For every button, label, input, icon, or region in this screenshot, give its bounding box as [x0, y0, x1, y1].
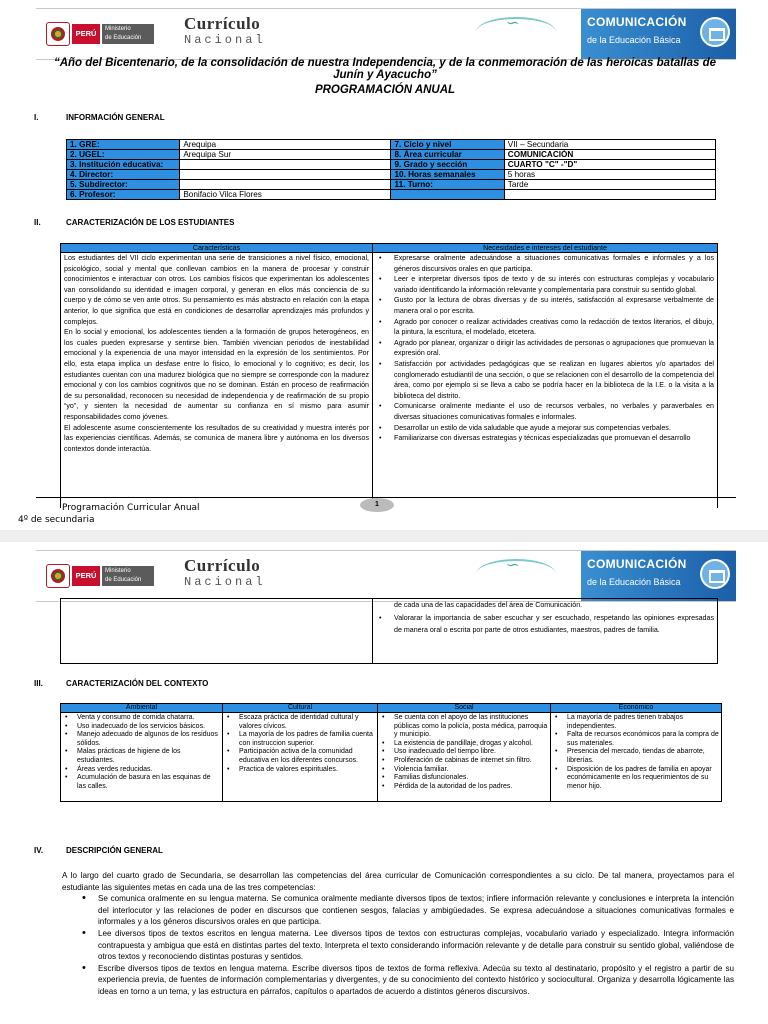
characteristics-paragraph: Los estudiantes del VII ciclo experimentan una serie de transiciones a nivel físico, emocional, psicológico, social y mental que conllevan cambios en la manera de procesar y construir conocimientos e interactuar con otros. Los cambios físicos que experimentan los adolescentes van consolidando su identidad e imagen corporal, y generan en ellos más conciencia de su cuerpo y de cómo se ven ante otros. Su pensamiento es más abstracto en relación con la etapa anterior, lo que significa que está en condiciones de desarrollar aprendizajes más profundos y complejos. [64, 254, 369, 326]
needs-item: • Agrado por planear, organizar o dirigir las actividades de personas o agrupaciones que promuevan la expresión oral. [376, 338, 714, 359]
footer-divider [36, 497, 736, 498]
program-title: PROGRAMACIÓN ANUAL [314, 84, 456, 96]
needs-item: • Comunicarse oralmente mediante el uso de recursos verbales, no verbales y paraverbales en diversas situaciones comunicativas formales e informales. [376, 401, 714, 422]
section-heading-3: III. CARACTERIZACIÓN DEL CONTEXTO [34, 679, 209, 688]
info-value: VII – Secundaria [504, 140, 715, 150]
column-header-characteristics: Características [61, 244, 373, 253]
context-item: • Venta y consumo de comida chatarra. [63, 714, 220, 723]
needs-item: • Familiarizarse con diversas estrategias y técnicas especializadas que promuevan el desarrollo [376, 433, 714, 444]
coat-of-arms-icon [46, 22, 70, 46]
info-label: 8. Área curricular [391, 150, 504, 160]
ministry-logo [46, 21, 154, 47]
context-item: • La mayoría de padres tienen trabajos independientes. [553, 714, 719, 731]
header-banner [36, 550, 736, 602]
info-value: COMUNICACIÓN [504, 150, 715, 160]
context-item: • Manejo adecuado de algunos de los residuos sólidos. [63, 731, 220, 748]
context-item: • Participación activa de la comunidad educativa en los diferentes concursos. [225, 748, 375, 765]
needs-item: • Satisfacción por actividades pedagógicas que se realizan en lugares abiertos y/o apartados del conglomerado estudiantil de una sección, o que se relacionen con el desarrollo de la competencia del área, como por ejemplo si se lleva a cabo se podría hacer en la biblioteca de la I.E. o la visita a la biblioteca del distrito. [376, 359, 714, 401]
column-header-ambiental: Ambiental [61, 704, 223, 713]
footer-title: Programación Curricular Anual [62, 503, 200, 513]
ministry-label: Ministerio de Educación [102, 566, 154, 586]
characteristics-cell [61, 599, 373, 664]
competency-item: • Se comunica oralmente en su lengua materna. Se comunica oralmente mediante diversos tipos de textos; infiere información relevante y conclusiones e interpreta la intención del interlocutor y las relaciones de poder en discursos que contienen sesgos, falacias y ambigüedades. Se expresa adecuándose a situaciones comunicativas formales e informales y a los géneros discursivos orales en que participa. [82, 893, 734, 928]
competency-item: • Lee diversos tipos de textos escritos en lengua materna. Lee diversos tipos de textos con estructuras complejas, vocabulario variado y especializado. Integra información contrapuesta y ambigua que está en distintas partes del texto. Interpreta el texto considerando información relevante y de detalle para construir su sentido global, valiéndose de otros textos y reconociendo distintas posturas y sentidos. [82, 928, 734, 963]
peru-label: PERÚ [72, 24, 100, 44]
characteristics-paragraph: El adolescente asume conscientemente los resultados de su creatividad y muestra interés por las experiencias científicas. Además, se comunica de manera libre y autónoma en los diversos contextos donde interactúa. [64, 423, 369, 453]
characteristics-cell [61, 253, 373, 508]
info-label: 2. UGEL: [67, 150, 180, 160]
info-label: 3. Institución educativa: [67, 160, 180, 170]
students-table [60, 243, 718, 508]
header-banner [36, 8, 736, 60]
info-value: Tarde [504, 180, 715, 190]
info-value [180, 180, 391, 190]
column-header-needs: Necesidades e intereses del estudiante [373, 244, 718, 253]
coat-of-arms-icon [46, 564, 70, 588]
needs-item: • Agrado por conocer o realizar actividades creativas como la redacción de textos literarios, el dibujo, la pintura, la escritura, el modelado, etcetera. [376, 317, 714, 338]
needs-cell [373, 253, 718, 508]
info-label: 7. Ciclo y nivel [391, 140, 504, 150]
general-info-table [66, 139, 716, 200]
swirl-icon: ∽ [506, 557, 520, 574]
context-item: • Practica de valores espirituales. [225, 766, 375, 775]
context-item: • Escaza práctica de identidad cultural y valores cívicos. [225, 714, 375, 731]
context-item: • La existencia de pandillaje, drogas y alcohol. [380, 740, 548, 749]
peru-label: PERÚ [72, 566, 100, 586]
info-label: 10. Horas semanales [391, 170, 504, 180]
context-item: • La mayoría de los padres de familia cuenta con instruccion superior. [225, 731, 375, 748]
general-info-row [67, 150, 716, 160]
general-info-row [67, 140, 716, 150]
info-label: 11. Turno: [391, 180, 504, 190]
curriculo-subtitle: Nacional [184, 33, 266, 47]
context-item: • Acumulación de basura en las esquinas de las calles. [63, 774, 220, 791]
context-item: • Uso inadecuado de los servicios básicos. [63, 723, 220, 732]
curriculo-title: Currículo [184, 14, 261, 33]
context-item: • Proliferación de cabinas de internet sin filtro. [380, 757, 548, 766]
info-label [391, 190, 504, 200]
page-separator [0, 530, 768, 542]
info-value: CUARTO "C" -"D" [504, 160, 715, 170]
curriculo-subtitle: Nacional [184, 575, 266, 589]
book-icon [700, 559, 730, 589]
info-value: Arequipa [180, 140, 391, 150]
column-header-economico: Económico [551, 704, 722, 713]
needs-item-continued: de cada una de las capacidades del área de Comunicación. [394, 601, 583, 609]
info-label: 6. Profesor: [67, 190, 180, 200]
info-label: 5. Subdirector: [67, 180, 180, 190]
needs-item: • Desarrollar un estilo de vida saludable que ayude a mejorar sus competencias verbales. [376, 423, 714, 434]
economico-cell [551, 713, 722, 802]
ministry-label: Ministerio de Educación [102, 24, 154, 44]
context-table [60, 703, 722, 802]
column-header-social: Social [378, 704, 551, 713]
footer-grade: 4º de secundaria [18, 515, 95, 525]
column-header-cultural: Cultural [223, 704, 378, 713]
characteristics-paragraph: En lo social y emocional, los adolescentes tienden a la formación de grupos heterogéneos, en los cuales pueden expresarse y sentirse bien. También vivencian periodos de inestabilidad emocional y la experiencia de una mayor intensidad en la expresión de los sentimientos. Por ello, esta etapa implica un desfase entre lo físico, lo emocional y lo cognitivo; es decir, los estudiantes cuentan con una madurez biológica que no siempre se corresponde con la madurez emocional y con los cambios cognitivos que no se dominan. Están en proceso de reafirmación de su personalidad, reconocen su necesidad de independencia y de reafirmación de su propio “yo”, y sienten la necesidad de aumentar su confianza en sí mismo para asumir responsabilidades como jóvenes. [64, 328, 369, 421]
students-table-continued [60, 598, 718, 664]
info-value [180, 160, 391, 170]
context-item: • Falta de recursos económicos para la compra de sus materiales. [553, 731, 719, 748]
general-info-row [67, 170, 716, 180]
info-value: 5 horas [504, 170, 715, 180]
curriculo-title: Currículo [184, 556, 261, 575]
context-item: • Familias disfuncionales. [380, 774, 548, 783]
competency-item: • Escribe diversos tipos de textos en lengua materna. Escribe diversos tipos de textos de forma reflexiva. Adecúa su texto al destinatario, propósito y el registro a partir de su experiencia previa, de fuentes de información complementarias y divergentes, y de su conocimiento del contexto histórico y sociocultural. Organiza y desarrolla lógicamente las ideas en torno a un tema, y las estructura en párrafos, capítulos o apartados de acuerdo a distintos géneros discursivos. [82, 963, 734, 998]
info-label: 9. Grado y sección [391, 160, 504, 170]
context-item: • Se cuenta con el apoyo de las instituciones públicas como la policía, posta médica, parroquia y municipio. [380, 714, 548, 740]
info-value [180, 170, 391, 180]
area-badge: COMUNICACIÓN de la Educación Básica [581, 9, 736, 59]
info-value [504, 190, 715, 200]
info-value: Bonifacio Vilca Flores [180, 190, 391, 200]
book-icon [700, 17, 730, 47]
context-item: • Presencia del mercado, tiendas de abarrote, librerías. [553, 748, 719, 765]
needs-item: • Expresarse oralmente adecuándose a situaciones comunicativas formales e informales y a los géneros discursivos orales en que participa. [376, 253, 714, 274]
section-heading-4: IV. DESCRIPCIÓN GENERAL [34, 846, 163, 855]
page-number: 1 [360, 498, 394, 512]
section-heading-2: II. CARACTERIZACIÓN DE LOS ESTUDIANTES [34, 218, 235, 227]
needs-item: • Valorarar la importancia de saber escuchar y ser escuchado, respetando las opiniones expresadas de manera oral o escrita por parte de otros estudiantes, maestros, padres de familia. [376, 612, 714, 637]
needs-item: • Leer e interpretar diversos tipos de texto y de su interés con estructuras complejas y vocabulario variado identificando la información relevante y complementaria para construir su sentido global. [376, 274, 714, 295]
needs-item: • Gusto por la lectura de obras diversas y de su interés, satisfacción al expresarse verbalmente de manera oral o por escrita. [376, 295, 714, 316]
context-item: • Pérdida de la autoridad de los padres. [380, 783, 548, 792]
ambiental-cell [61, 713, 223, 802]
swirl-icon: ∽ [506, 15, 520, 32]
section-heading-1: I. INFORMACIÓN GENERAL [34, 113, 165, 122]
context-item: • Disposición de los padres de familia en apoyar económicamente en los requerimientos de su menor hijo. [553, 766, 719, 792]
description-intro: A lo largo del cuarto grado de Secundaria, se desarrollan las competencias del área curricular de Comunicación correspondientes a su ciclo. De tal manera, proyectamos para el estudiante las siguientes metas en cada una de las tres competencias: [62, 871, 734, 892]
general-info-row [67, 180, 716, 190]
cultural-cell [223, 713, 378, 802]
general-description [62, 870, 734, 998]
context-item: • Áreas verdes reducidas. [63, 766, 220, 775]
social-cell [378, 713, 551, 802]
context-item: • Uso inadecuado del tiempo libre. [380, 748, 548, 757]
area-badge: COMUNICACIÓN de la Educación Básica [581, 551, 736, 601]
ministry-logo [46, 563, 154, 589]
year-motto: “Año del Bicentenario, de la consolidación de nuestra Independencia, y de la conmemoración de las heroicas batallas de Junín y Ayacucho” [53, 57, 717, 81]
general-info-row [67, 190, 716, 200]
general-info-row [67, 160, 716, 170]
needs-cell [373, 599, 718, 664]
context-item: • Malas prácticas de higiene de los estudiantes. [63, 748, 220, 765]
info-label: 4. Director: [67, 170, 180, 180]
info-label: 1. GRE: [67, 140, 180, 150]
context-item: • Violencia familiar. [380, 766, 548, 775]
info-value: Arequipa Sur [180, 150, 391, 160]
